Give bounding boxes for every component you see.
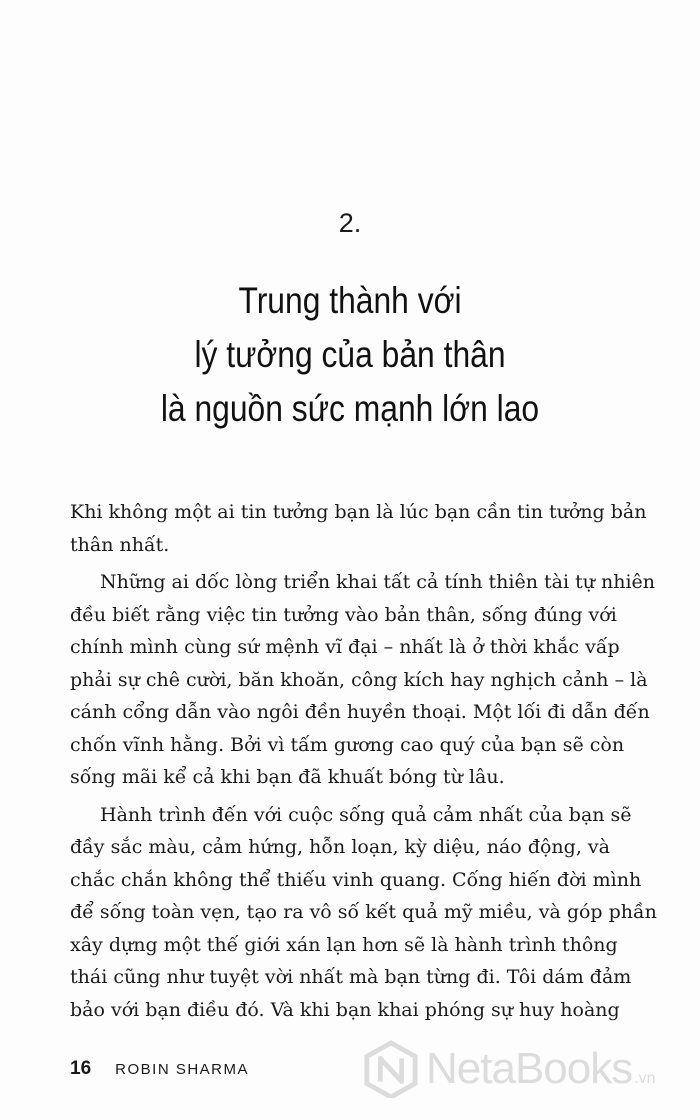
- text-line: chắc chắn không thể thiếu vinh quang. Cống hiến đời mình: [70, 868, 642, 891]
- paragraph: [70, 496, 647, 561]
- author-name: ROBIN SHARMA: [115, 1061, 249, 1078]
- chapter-number: 2.: [338, 208, 362, 238]
- text-line: thái cũng như tuyệt vời nhất mà bạn từng đi. Tôi dám đảm: [70, 966, 632, 988]
- text-line: Những ai dốc lòng triển khai tất cả tính thiên tài tự nhiên: [100, 571, 656, 593]
- text-line: xây dựng một thế giới xán lạn hơn sẽ là hành trình thông: [70, 933, 618, 956]
- text-line: cánh cổng dẫn vào ngôi đền huyền thoại. Một lối đi dẫn đến: [70, 701, 650, 723]
- text-line: Hành trình đến với cuộc sống quả cảm nhất của bạn sẽ: [100, 803, 632, 826]
- chapter-title-line: là nguồn sức mạnh lớn lao: [160, 388, 540, 429]
- text-line: đầy sắc màu, cảm hứng, hỗn loạn, kỳ diệu, náo động, và: [70, 836, 610, 858]
- watermark-brand: NetaBooks: [426, 1044, 633, 1093]
- watermark: [362, 1040, 656, 1098]
- chapter-title-line: lý tưởng của bản thân: [194, 334, 506, 375]
- page-number: 16: [70, 1058, 92, 1079]
- text-line: chốn vĩnh hằng. Bởi vì tấm gương cao quý của bạn sẽ còn: [70, 733, 625, 756]
- netabooks-n-logo-icon: [362, 1040, 420, 1098]
- text-line: đều biết rằng việc tin tưởng vào bản thân, sống đúng với: [70, 603, 617, 626]
- paragraph: [70, 799, 657, 1027]
- text-line: để sống toàn vẹn, tạo ra vô số kết quả mỹ miều, và góp phần: [70, 901, 657, 923]
- text-line: phải sự chê cười, băn khoăn, công kích hay nghịch cảnh – là: [70, 668, 648, 691]
- watermark-suffix: .vn: [634, 1070, 656, 1087]
- paragraph: [70, 566, 656, 794]
- text-line: chính mình cùng sứ mệnh vĩ đại – nhất là ở thời khắc vấp: [70, 636, 620, 658]
- text-line: Khi không một ai tin tưởng bạn là lúc bạn cần tin tưởng bản: [70, 501, 647, 523]
- text-line: sống mãi kể cả khi bạn đã khuất bóng từ lâu.: [70, 766, 505, 788]
- chapter-title: [101, 274, 600, 436]
- body-text: [70, 496, 657, 1026]
- chapter-title-line: Trung thành với: [238, 280, 462, 321]
- text-line: thân nhất.: [70, 533, 170, 556]
- text-line: bảo với bạn điều đó. Và khi bạn khai phóng sự huy hoàng: [70, 998, 620, 1021]
- page-footer: [70, 1058, 249, 1080]
